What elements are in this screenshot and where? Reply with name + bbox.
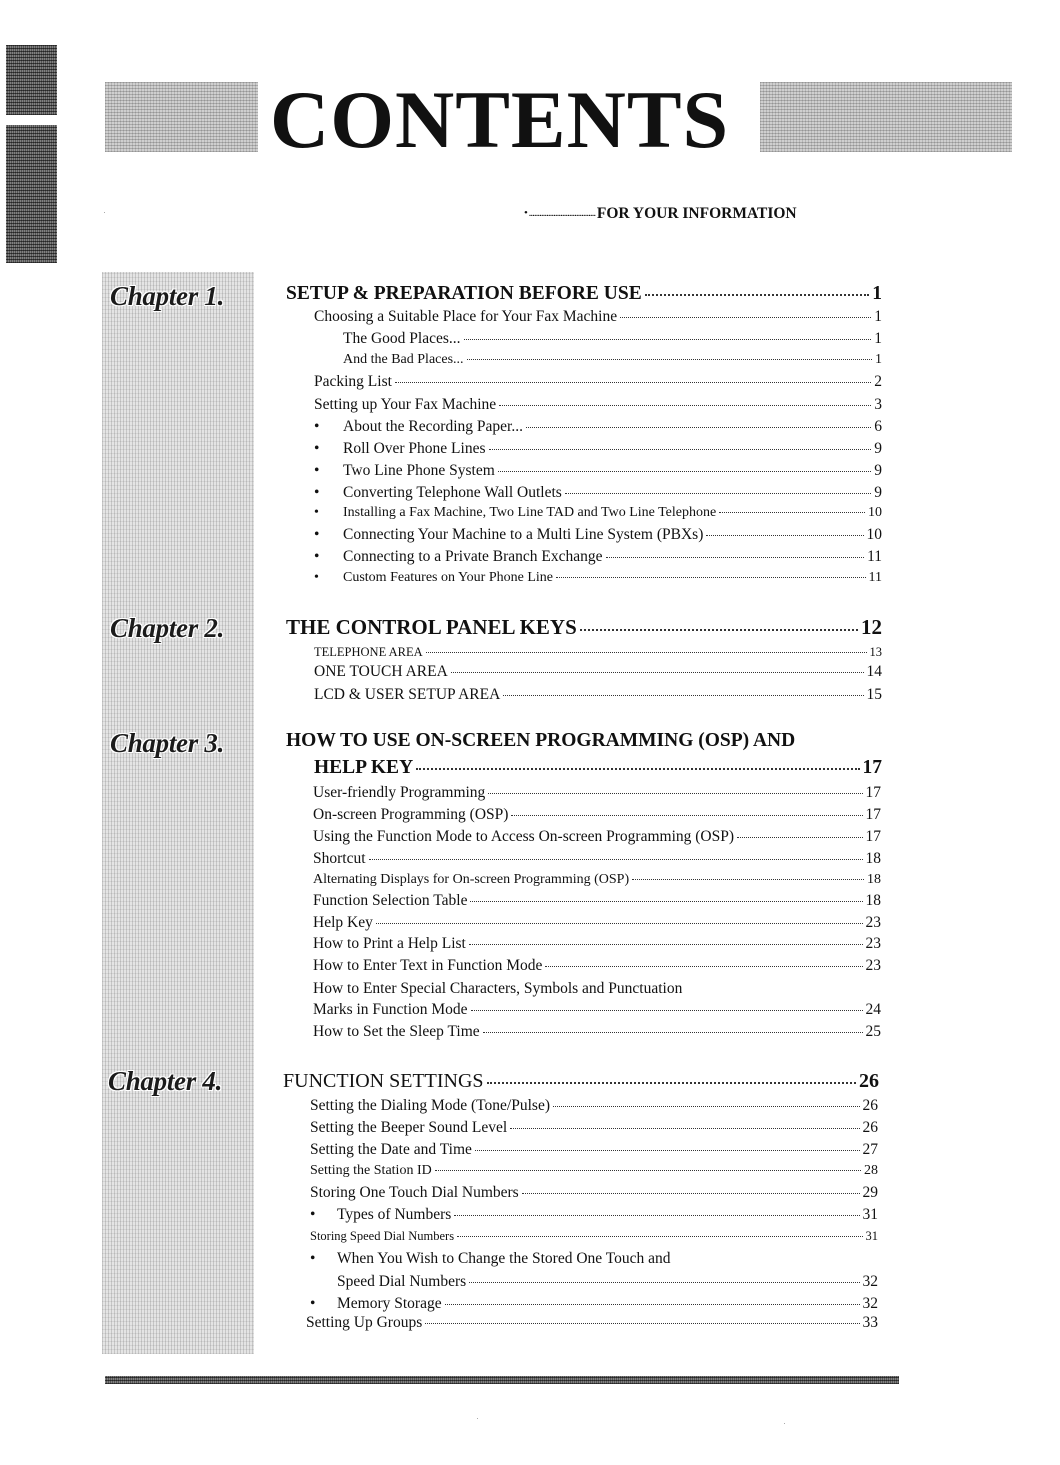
toc-entry[interactable]	[310, 1119, 878, 1137]
toc-entry-text: Storing Speed Dial Numbers	[310, 1229, 455, 1243]
toc-entry[interactable]	[314, 505, 882, 521]
toc-entry-text: Using the Function Mode to Access On-screen Programming (OSP)	[313, 828, 735, 845]
toc-entry-text: The Good Places...	[343, 330, 461, 347]
toc-entry[interactable]	[314, 686, 882, 704]
toc-entry[interactable]	[313, 935, 881, 953]
toc-page: 31	[862, 1206, 878, 1223]
bullet-icon: •	[314, 548, 320, 565]
toc-page: 29	[862, 1184, 878, 1201]
toc-entry[interactable]	[313, 1023, 881, 1041]
dot-leader	[645, 294, 870, 296]
toc-entry[interactable]	[313, 1001, 881, 1019]
toc-entry[interactable]	[310, 1250, 878, 1268]
toc-entry-text: Setting the Beeper Sound Level	[310, 1119, 508, 1136]
toc-page: 1	[874, 330, 882, 347]
toc-entry[interactable]	[314, 396, 882, 414]
bullet-icon: •	[310, 1250, 316, 1267]
dot-leader	[454, 1215, 859, 1216]
dot-leader	[369, 859, 863, 860]
dot-leader	[706, 535, 863, 536]
bullet-icon: •	[314, 484, 320, 501]
dot-leader	[395, 382, 871, 383]
toc-page: 28	[864, 1163, 878, 1178]
dot-leader	[489, 449, 872, 450]
toc-entry[interactable]	[310, 1295, 878, 1313]
toc-page: 26	[859, 1070, 879, 1092]
toc-entry-text: Roll Over Phone Lines	[343, 440, 486, 457]
dot-leader	[467, 359, 872, 360]
toc-entry-text: User-friendly Programming	[313, 784, 486, 801]
toc-entry-text: Two Line Phone System	[343, 462, 495, 479]
toc-entry[interactable]	[313, 872, 881, 888]
toc-page: 10	[866, 526, 882, 543]
scan-speck	[477, 1418, 478, 1419]
toc-heading-text: HELP KEY	[314, 757, 414, 778]
dot-leader	[475, 1150, 860, 1151]
toc-entry-text: Connecting Your Machine to a Multi Line System (PBXs)	[343, 526, 704, 543]
toc-page: 17	[862, 757, 882, 778]
toc-entry-text: About the Recording Paper...	[343, 418, 523, 435]
toc-page: 26	[862, 1119, 878, 1136]
dot-leader	[469, 1282, 859, 1283]
toc-entry[interactable]	[306, 1314, 878, 1332]
toc-entry[interactable]	[313, 828, 881, 846]
edge-tab-bar	[6, 45, 57, 263]
toc-entry[interactable]	[314, 663, 882, 681]
toc-page: 26	[862, 1097, 878, 1114]
toc-page: 23	[865, 935, 881, 952]
bullet-icon: •	[310, 1295, 316, 1312]
dot-leader	[471, 1010, 863, 1011]
dot-leader	[737, 837, 862, 838]
toc-entry[interactable]	[310, 1184, 878, 1202]
toc-page: 18	[865, 892, 881, 909]
dot-leader	[526, 427, 871, 428]
toc-page: 10	[868, 505, 882, 520]
toc-entry[interactable]	[313, 806, 881, 824]
dot-leader	[470, 901, 862, 902]
toc-entry[interactable]	[313, 850, 881, 868]
dot-leader	[457, 1236, 862, 1237]
toc-entry[interactable]	[310, 1097, 878, 1115]
toc-entry-text: Setting Up Groups	[306, 1314, 423, 1331]
toc-heading[interactable]	[286, 615, 882, 640]
toc-entry[interactable]	[314, 308, 882, 326]
bullet-icon: •	[314, 526, 320, 543]
toc-page: 23	[865, 914, 881, 931]
toc-page: 2	[874, 373, 882, 390]
dot-leader	[425, 1323, 859, 1324]
toc-heading-text[interactable]: HOW TO USE ON-SCREEN PROGRAMMING (OSP) AND	[286, 730, 796, 751]
toc-page: 32	[862, 1273, 878, 1290]
toc-entry-text: Custom Features on Your Phone Line	[343, 570, 553, 585]
toc-heading[interactable]	[314, 757, 882, 779]
chapter-label: Chapter 3.	[110, 728, 225, 758]
toc-entry-text: And the Bad Places...	[343, 352, 464, 367]
toc-entry[interactable]	[343, 352, 882, 368]
dot-leader	[488, 793, 862, 794]
dot-leader	[632, 879, 864, 880]
edge-tab-top	[6, 45, 57, 115]
toc-page: 3	[874, 396, 882, 413]
dot-leader	[545, 966, 862, 967]
toc-entry[interactable]	[313, 914, 881, 932]
toc-entry[interactable]	[314, 526, 882, 544]
bullet-icon: •	[314, 570, 319, 585]
toc-page: 1	[872, 283, 882, 304]
chapter-label: Chapter 4.	[108, 1066, 223, 1096]
toc-entry-text: On-screen Programming (OSP)	[313, 806, 509, 823]
toc-entry-text: How to Enter Text in Function Mode	[313, 957, 543, 974]
toc-page: 27	[862, 1141, 878, 1158]
dot-leader	[565, 493, 871, 494]
toc-entry[interactable]	[314, 484, 882, 502]
toc-page: 13	[869, 645, 882, 659]
toc-entry-text: Setting the Date and Time	[310, 1141, 472, 1158]
scan-speck	[784, 1423, 785, 1424]
toc-entry-text: Alternating Displays for On-screen Programming (OSP)	[313, 872, 630, 887]
toc-entry-text: Marks in Function Mode	[313, 1001, 468, 1018]
chapter-label: Chapter 2.	[110, 613, 225, 643]
dot-leader	[553, 1106, 860, 1107]
dot-leader	[487, 1082, 856, 1084]
toc-page: 9	[874, 440, 882, 457]
dot-leader	[522, 1193, 860, 1194]
bullet-icon: •	[310, 1206, 316, 1223]
toc-page: 17	[865, 784, 881, 801]
toc-entry-text: Storing One Touch Dial Numbers	[310, 1184, 519, 1201]
toc-page: 17	[865, 828, 881, 845]
toc-entry[interactable]	[313, 784, 881, 802]
toc-entry-text: Memory Storage	[337, 1295, 442, 1312]
toc-heading-text: SETUP & PREPARATION BEFORE USE	[286, 283, 642, 304]
toc-entry[interactable]	[314, 440, 882, 458]
toc-page: 31	[865, 1229, 878, 1243]
toc-entry-text: TELEPHONE AREA	[314, 645, 423, 659]
toc-entry[interactable]	[310, 1141, 878, 1159]
bullet-icon: •	[314, 418, 320, 435]
toc-page: 11	[867, 548, 882, 565]
dot-leader	[719, 512, 865, 513]
toc-page: 32	[862, 1295, 878, 1312]
toc-entry-text: How to Enter Special Characters, Symbols and Punctuation	[313, 980, 683, 997]
toc-page: 11	[868, 570, 882, 585]
toc-entry-text: Types of Numbers	[337, 1206, 452, 1223]
toc-entry-text: Setting the Station ID	[310, 1163, 432, 1178]
info-note-text: FOR YOUR INFORMATION	[596, 205, 797, 222]
dot-leader	[451, 672, 864, 673]
toc-entry-text: Speed Dial Numbers	[337, 1273, 467, 1290]
toc-entry[interactable]	[314, 373, 882, 391]
dot-leader	[426, 652, 867, 653]
dot-leader	[620, 317, 871, 318]
toc-page: 15	[866, 686, 882, 703]
toc-entry-text: Setting up Your Fax Machine	[314, 396, 497, 413]
scan-speck	[104, 212, 105, 213]
toc-entry[interactable]	[314, 570, 882, 586]
title-band-left	[105, 82, 258, 152]
toc-page: 6	[874, 418, 882, 435]
dot-leader	[606, 557, 865, 558]
info-note-leader: • ......................................	[524, 207, 597, 219]
edge-tab-bottom	[6, 125, 57, 263]
toc-entry-text: Packing List	[314, 373, 392, 390]
dot-leader	[464, 339, 872, 340]
dot-leader	[376, 923, 863, 924]
dot-leader	[510, 1128, 859, 1129]
toc-entry-text: Shortcut	[313, 850, 366, 867]
toc-entry[interactable]	[310, 1229, 878, 1244]
dot-leader	[580, 629, 858, 631]
toc-entry-text: Installing a Fax Machine, Two Line TAD and Two Line Telephone	[343, 505, 717, 520]
toc-page: 18	[867, 872, 881, 887]
toc-page: 12	[861, 615, 882, 639]
bullet-icon: •	[314, 440, 320, 457]
dot-leader	[498, 471, 871, 472]
bullet-icon: •	[314, 462, 320, 479]
toc-entry[interactable]	[313, 980, 881, 998]
toc-heading-text: THE CONTROL PANEL KEYS	[286, 615, 577, 639]
toc-entry[interactable]	[343, 330, 882, 348]
toc-page: 24	[865, 1001, 881, 1018]
toc-entry-text: Connecting to a Private Branch Exchange	[343, 548, 603, 565]
dot-leader	[483, 1032, 863, 1033]
dot-leader	[445, 1304, 860, 1305]
dot-leader	[499, 405, 871, 406]
toc-page: 33	[862, 1314, 878, 1331]
toc-page: 23	[865, 957, 881, 974]
dot-leader	[511, 815, 862, 816]
toc-entry[interactable]	[314, 462, 882, 480]
chapter-label: Chapter 1.	[110, 281, 225, 311]
toc-entry[interactable]	[314, 548, 882, 566]
toc-entry[interactable]	[314, 418, 882, 436]
toc-entry-text: Function Selection Table	[313, 892, 468, 909]
toc-entry-text: When You Wish to Change the Stored One Touch and	[337, 1250, 671, 1267]
toc-entry-text: How to Print a Help List	[313, 935, 466, 952]
toc-page: 1	[874, 308, 882, 325]
page-title: CONTENTS	[270, 74, 730, 165]
info-note	[524, 205, 797, 223]
toc-entry-text: ONE TOUCH AREA	[314, 663, 448, 680]
toc-entry[interactable]	[313, 892, 881, 910]
toc-page: 1	[875, 352, 882, 367]
dot-leader	[416, 768, 859, 770]
toc-page: 9	[874, 484, 882, 501]
toc-entry[interactable]	[313, 957, 881, 975]
toc-page: 25	[865, 1023, 881, 1040]
bottom-rule	[105, 1376, 899, 1384]
chapter-column	[102, 272, 254, 1354]
toc-entry-text: Setting the Dialing Mode (Tone/Pulse)	[310, 1097, 550, 1114]
dot-leader	[469, 944, 863, 945]
toc-entry-text: LCD & USER SETUP AREA	[314, 686, 501, 703]
toc-page: 14	[866, 663, 882, 680]
toc-entry-text: Choosing a Suitable Place for Your Fax Machine	[314, 308, 618, 325]
bullet-icon: •	[314, 505, 319, 520]
toc-heading[interactable]	[283, 1070, 879, 1093]
toc-entry-text: Help Key	[313, 914, 373, 931]
toc-page: 18	[865, 850, 881, 867]
toc-page: 9	[874, 462, 882, 479]
toc-page: 17	[865, 806, 881, 823]
dot-leader	[435, 1170, 861, 1171]
toc-heading-text: FUNCTION SETTINGS	[283, 1070, 484, 1092]
dot-leader	[556, 577, 866, 578]
toc-entry[interactable]	[314, 645, 882, 660]
title-band-right	[760, 82, 1012, 152]
toc-entry-text: Converting Telephone Wall Outlets	[343, 484, 562, 501]
toc-heading[interactable]	[286, 283, 882, 305]
toc-entry[interactable]	[337, 1273, 878, 1291]
toc-entry[interactable]	[310, 1206, 878, 1224]
toc-entry-text: How to Set the Sleep Time	[313, 1023, 480, 1040]
dot-leader	[503, 695, 863, 696]
toc-entry[interactable]	[310, 1163, 878, 1179]
